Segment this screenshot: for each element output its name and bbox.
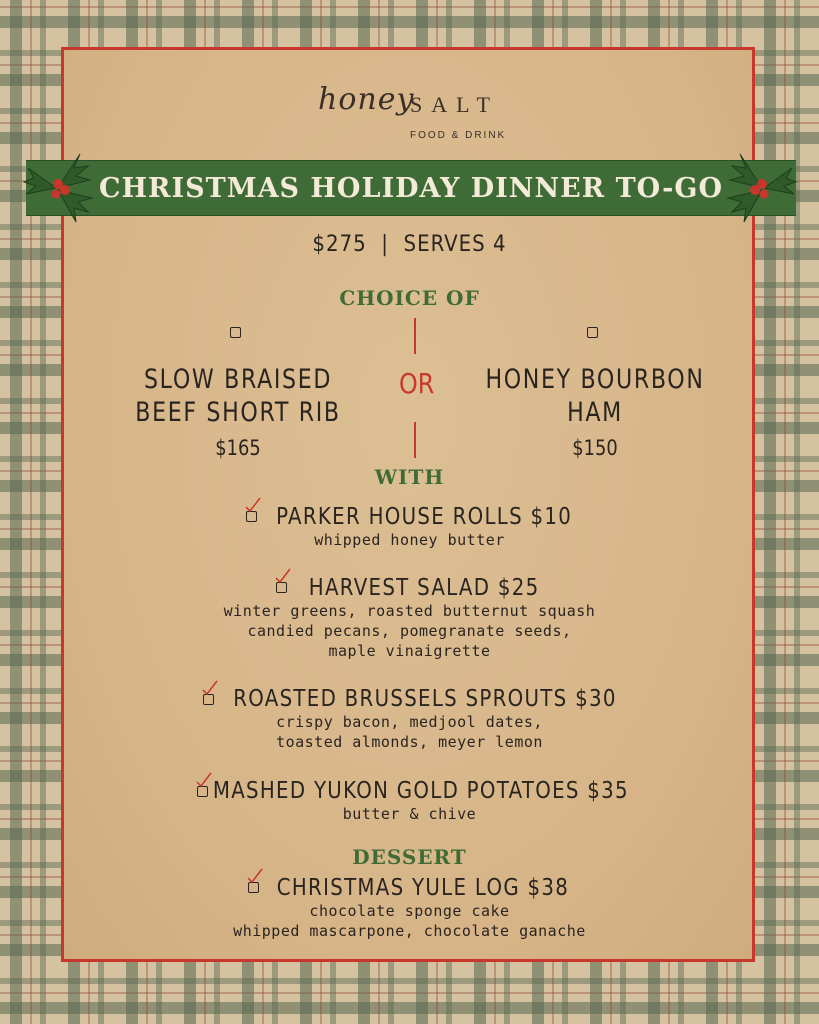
- logo-script: honey: [318, 82, 415, 117]
- title-banner: [26, 160, 796, 216]
- divider-top: [414, 318, 416, 354]
- item-name: PARKER HOUSE ROLLS $10: [276, 504, 573, 530]
- item-name: MASHED YUKON GOLD POTATOES $35: [212, 778, 629, 804]
- item-name: HARVEST SALAD $25: [309, 575, 540, 601]
- choice-heading: CHOICE OF: [339, 286, 480, 310]
- dessert-yule-log: [0, 875, 819, 941]
- item-description: butter & chive: [342, 805, 477, 823]
- ham-checkbox[interactable]: [587, 327, 598, 338]
- with-heading: WITH: [374, 465, 445, 489]
- main-option-short-rib: SLOW BRAISED BEEF SHORT RIB: [135, 364, 341, 428]
- short-rib-checkbox[interactable]: [230, 327, 241, 338]
- logo-word: SALT: [410, 92, 499, 117]
- item-description: chocolate sponge cake whipped mascarpone, chocolate ganache: [233, 902, 586, 940]
- side-brussels-sprouts: [0, 686, 819, 752]
- item-description: crispy bacon, medjool dates, toasted almonds, meyer lemon: [276, 713, 543, 751]
- divider-bottom: [414, 422, 416, 458]
- banner-title: CHRISTMAS HOLIDAY DINNER TO-GO: [99, 172, 723, 204]
- side-harvest-salad: [0, 575, 819, 661]
- or-label: OR: [399, 367, 435, 400]
- item-name: CHRISTMAS YULE LOG $38: [276, 875, 569, 901]
- item-description: whipped honey butter: [314, 531, 505, 549]
- logo: [64, 76, 752, 146]
- short-rib-price: $165: [215, 436, 261, 460]
- logo-subtitle: FOOD & DRINK: [410, 130, 507, 141]
- side-mashed-potatoes: [0, 778, 819, 824]
- item-description: winter greens, roasted butternut squash candied pecans, pomegranate seeds, maple vinaigrette: [223, 602, 596, 660]
- holly-right-icon: [722, 148, 802, 228]
- item-name: ROASTED BRUSSELS SPROUTS $30: [232, 686, 617, 712]
- main-option-ham: HONEY BOURBON HAM: [485, 364, 705, 428]
- price-serves: $275 | SERVES 4: [312, 232, 507, 257]
- side-parker-rolls: [0, 504, 819, 550]
- dessert-heading: DESSERT: [352, 845, 467, 869]
- ham-price: $150: [572, 436, 618, 460]
- holly-left-icon: [18, 148, 98, 228]
